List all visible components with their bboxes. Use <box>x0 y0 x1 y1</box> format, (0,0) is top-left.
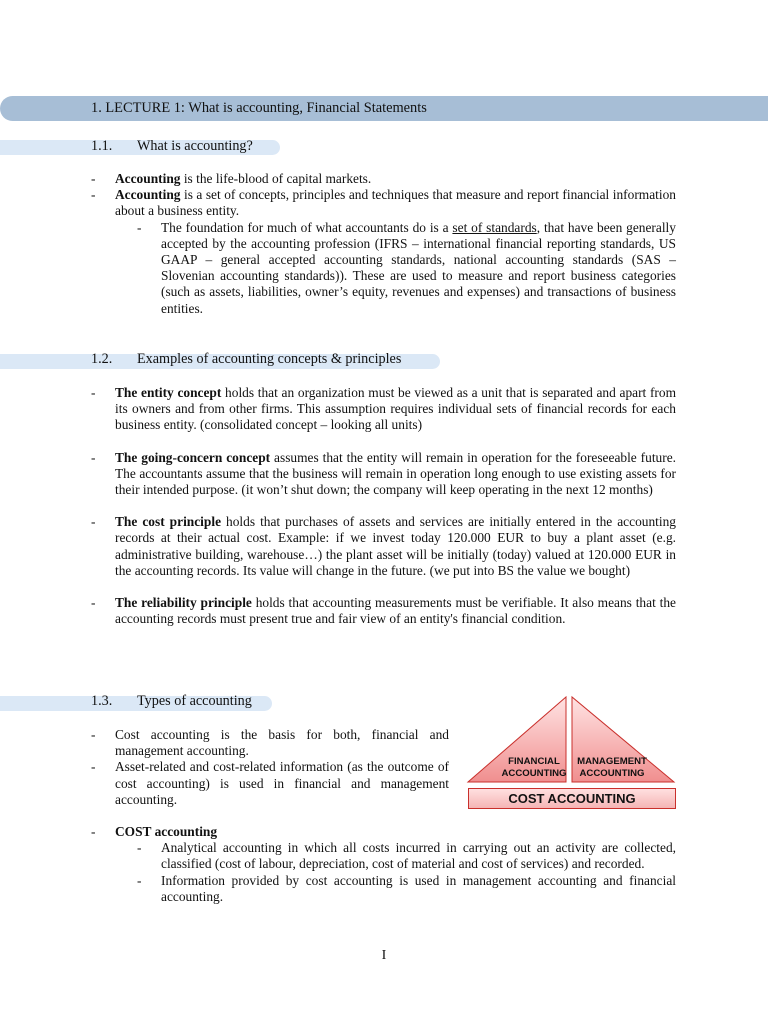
section-1-1-body <box>91 171 676 317</box>
cost-accounting-label: COST ACCOUNTING <box>468 788 676 809</box>
list-item: - COST accounting <box>91 824 218 839</box>
list-item: - The reliability principle holds that accounting measurements must be verifiable. It also means that the accounting records must present true and fair view of an entity's financial condition. <box>91 595 676 627</box>
subsection-number: 1.3. <box>91 693 113 709</box>
subsection-number: 1.2. <box>91 351 113 367</box>
section-1-3-intro <box>91 727 449 808</box>
financial-accounting-label: FINANCIAL ACCOUNTING <box>501 756 567 779</box>
subsection-title: Examples of accounting concepts & principles <box>137 351 402 367</box>
list-item: - The entity concept holds that an organization must be viewed as a unit that is separated and apart from its owners and from other firms. This assumption requires individual sets of financial records for each business entity. (consolidated concept – looking all units) <box>91 385 677 433</box>
section-1-3-cost <box>91 824 676 905</box>
subsection-title: Types of accounting <box>137 693 252 709</box>
management-accounting-label: MANAGEMENT ACCOUNTING <box>577 756 647 779</box>
subsection-heading-1-3 <box>91 693 252 709</box>
sub-list-item: - Information provided by cost accounting is used in management accounting and financial accounting. <box>137 872 676 904</box>
list-item: - Accounting is a set of concepts, principles and techniques that measure and report financial information about a business entity. <box>91 187 676 219</box>
list-item: - Accounting is the life-blood of capital markets. <box>91 171 372 186</box>
subsection-heading-1-1 <box>91 138 253 154</box>
list-item: - The cost principle holds that purchases of assets and services are initially entered in the accounting records at their actual cost. Example: if we invest today 120.000 EUR to buy a plant asset (e.g. administrative building, warehouse…) the plant asset will be initially (today) valued at 120.000 EUR in the accounting records. Its value will change in the future. (we put into BS the value we bought) <box>91 514 676 578</box>
list-item: - Asset-related and cost-related information (as the outcome of cost accounting) is used in financial and management accounting. <box>91 759 449 807</box>
page-number: I <box>381 948 387 963</box>
accounting-types-diagram <box>466 694 678 812</box>
sub-list-item: - Analytical accounting in which all costs incurred in carrying out an activity are collected, classified (cost of labour, depreciation, cost of material and cost of services) and recorded. <box>137 840 676 872</box>
list-item: - The going-concern concept assumes that the entity will remain in operation for the foreseeable future. The accountants assume that the business will remain in operation long enough to use existing assets for their intended purpose. (it won’t shut down; the company will keep operating in the next 12 months) <box>91 449 676 498</box>
section-1-2-body <box>91 385 676 627</box>
lecture-heading: 1. LECTURE 1: What is accounting, Financial Statements <box>91 100 427 116</box>
list-item: - Cost accounting is the basis for both, financial and management accounting. <box>91 727 449 759</box>
sub-list-item: - The foundation for much of what accountants do is a set of standards, that have been generally accepted by the accounting profession (IFRS – international financial reporting standards, US GAAP – general accepted accounting standards, national accounting standards (SAS – Slovenian accounting standards)). These are used to measure and report business categories (such as assets, liabilities, owner’s equity, revenues and expenses) and transactions of business entities. <box>137 219 676 316</box>
subsection-title: What is accounting? <box>137 138 253 154</box>
subsection-heading-1-2 <box>91 351 401 367</box>
subsection-number: 1.1. <box>91 138 113 154</box>
